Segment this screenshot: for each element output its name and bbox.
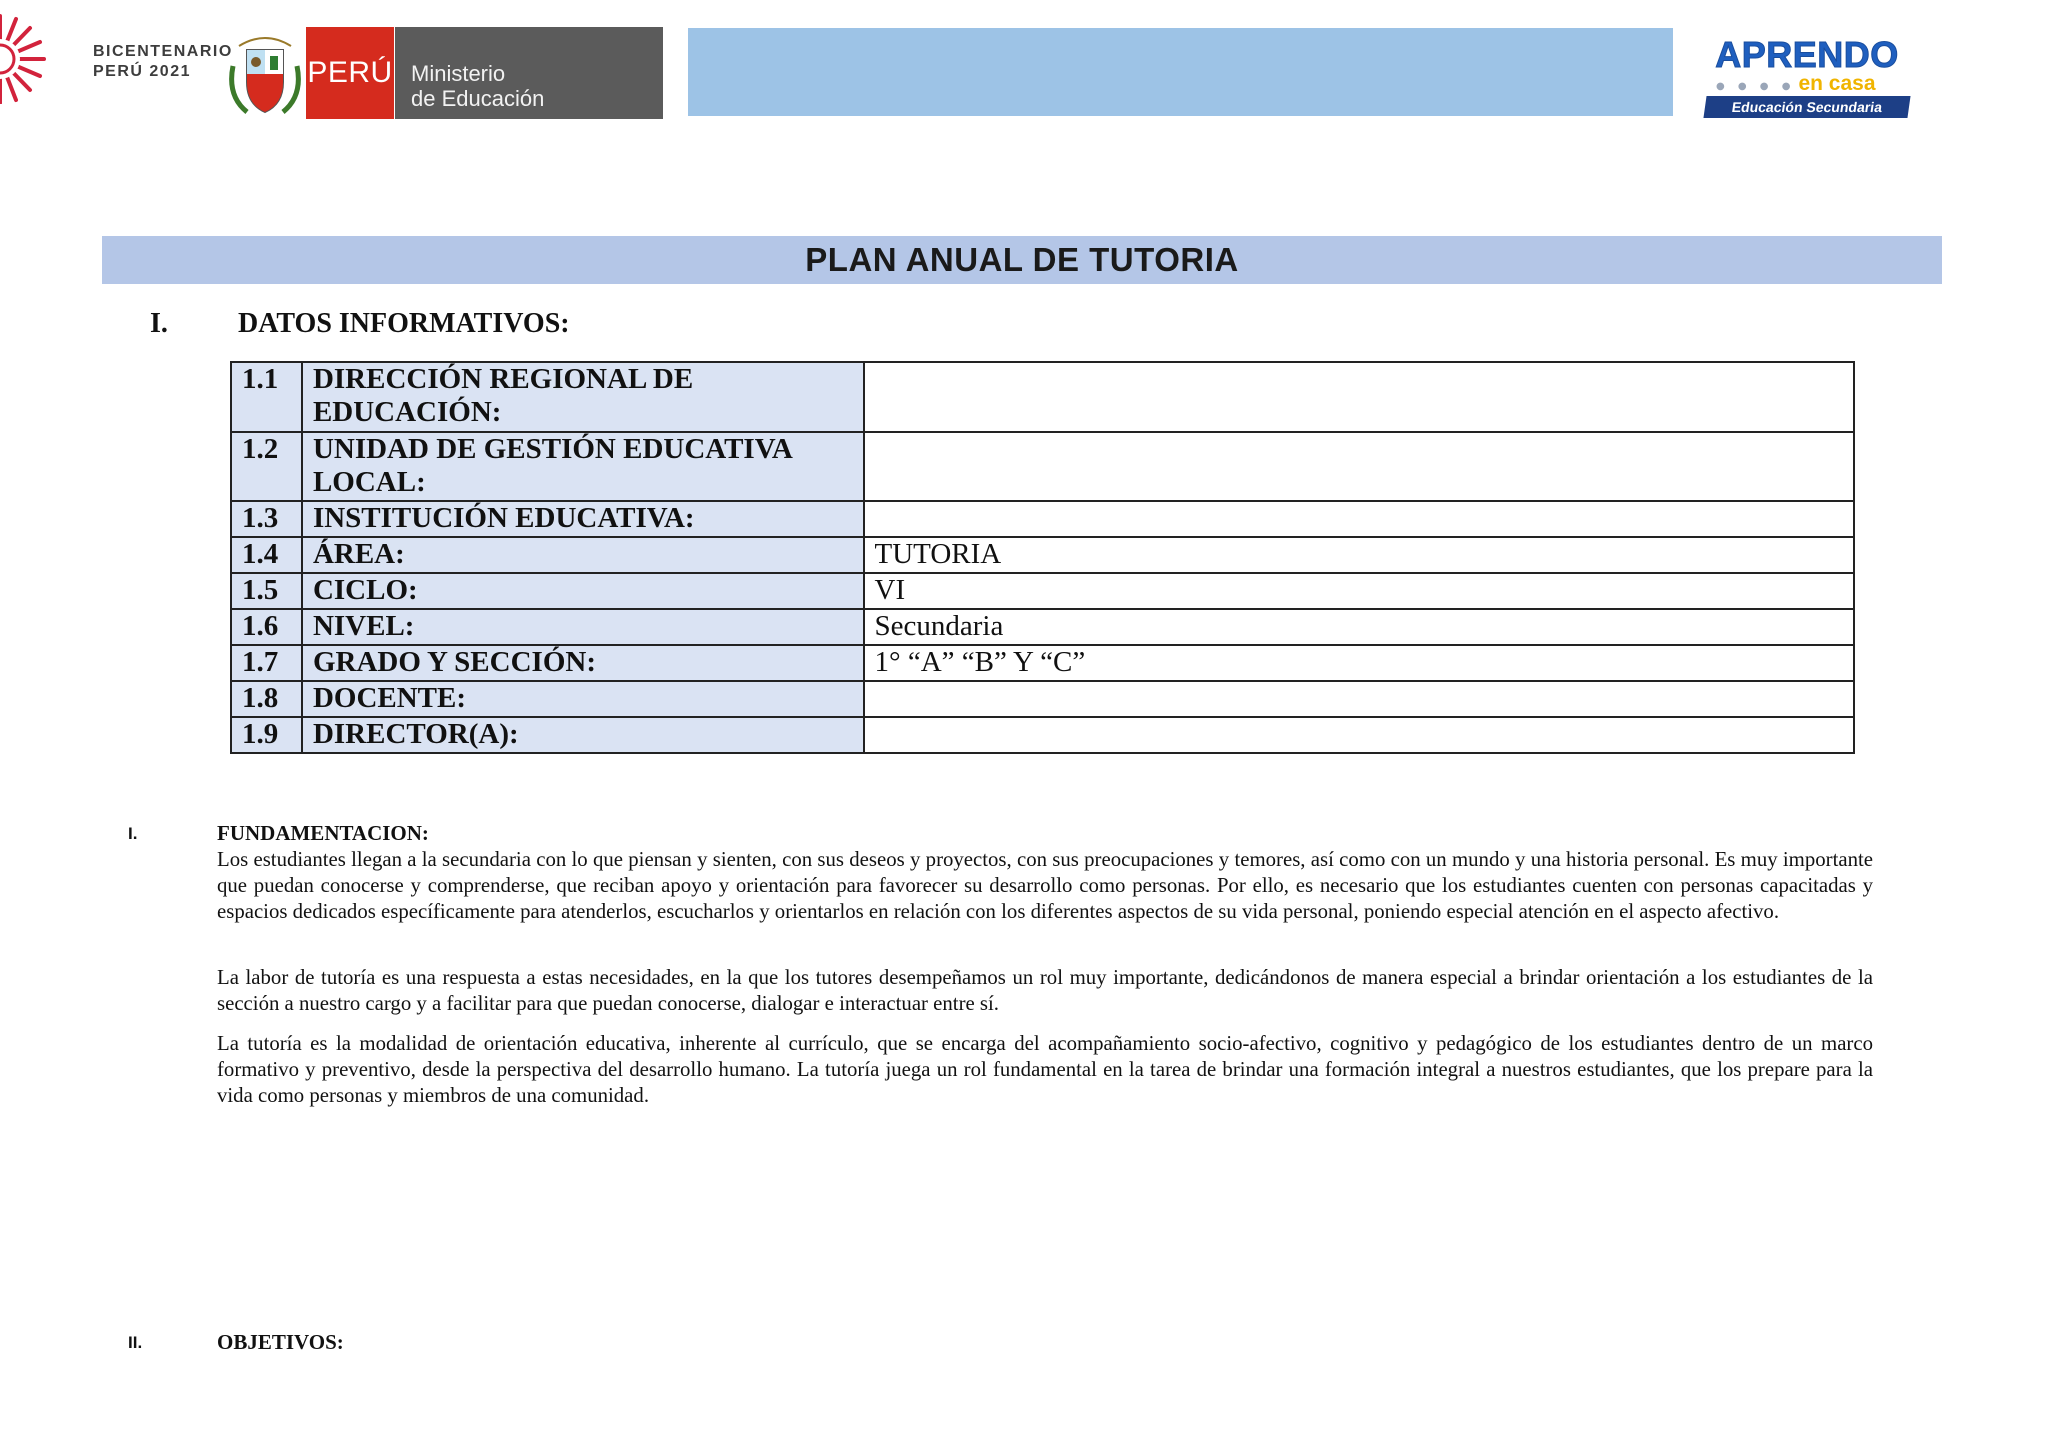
row-number: 1.2 <box>231 432 302 501</box>
paragraph: La tutoría es la modalidad de orientación educativa, inherente al currículo, que se encarga del acompañamiento socio-afectivo, cognitivo y pedagógico de los estudiantes dentro de un marco formativo y preventivo, desde la perspectiva del desarrollo humano. La tutoría juega un rol fundamental en la tarea de brindar una formación integral a nuestros estudiantes, que los prepare para la vida como personas y miembros de una comunidad. <box>217 1032 1873 1107</box>
aprendo-title: APRENDO <box>1715 34 1899 75</box>
table-row <box>231 362 1854 432</box>
dots-icon: ● ● ● ● <box>1716 81 1796 92</box>
row-label: UNIDAD DE GESTIÓN EDUCATIVA LOCAL: <box>302 432 864 501</box>
row-number: 1.9 <box>231 717 302 753</box>
row-label: ÁREA: <box>302 537 864 573</box>
row-value <box>864 362 1854 432</box>
section1-title: DATOS INFORMATIVOS: <box>238 308 570 339</box>
table-row <box>231 717 1854 753</box>
table-row <box>231 537 1854 573</box>
row-label: NIVEL: <box>302 609 864 645</box>
table-row <box>231 609 1854 645</box>
row-value: 1° “A” “B” Y “C” <box>864 645 1854 681</box>
row-label: INSTITUCIÓN EDUCATIVA: <box>302 501 864 537</box>
aprendo-en-casa-logo <box>1702 36 1912 118</box>
row-value <box>864 501 1854 537</box>
row-label: DIRECTOR(A): <box>302 717 864 753</box>
row-label: DOCENTE: <box>302 681 864 717</box>
table-row <box>231 432 1854 501</box>
section1-number: I. <box>150 308 168 339</box>
row-label: CICLO: <box>302 573 864 609</box>
row-value: VI <box>864 573 1854 609</box>
document-title: PLAN ANUAL DE TUTORIA <box>805 241 1239 278</box>
ministerio-line2: de Educación <box>411 86 545 111</box>
row-value <box>864 717 1854 753</box>
row-value: Secundaria <box>864 609 1854 645</box>
ministerio-line1: Ministerio <box>411 61 506 86</box>
bicentenario-text: BICENTENARIO <box>93 43 233 60</box>
national-shield-icon <box>225 26 305 120</box>
row-value <box>864 681 1854 717</box>
section3-number: II. <box>128 1333 143 1352</box>
row-number: 1.4 <box>231 537 302 573</box>
row-value <box>864 432 1854 501</box>
info-table <box>230 361 1855 754</box>
table-row <box>231 645 1854 681</box>
peru-2021-text: PERÚ 2021 <box>93 63 191 80</box>
sun-emblem-icon <box>0 14 70 104</box>
row-value: TUTORIA <box>864 537 1854 573</box>
table-row <box>231 501 1854 537</box>
section2-title: FUNDAMENTACION: <box>217 821 429 845</box>
bicentenario-logo <box>0 6 233 106</box>
header-banner <box>688 28 1673 116</box>
peru-label: PERÚ <box>306 27 394 119</box>
table-row <box>231 681 1854 717</box>
table-row <box>231 573 1854 609</box>
en-casa-text: en casa <box>1798 72 1876 95</box>
row-number: 1.6 <box>231 609 302 645</box>
section2-number: I. <box>128 824 138 843</box>
paragraph: Los estudiantes llegan a la secundaria con lo que piensan y sienten, con sus deseos y proyectos, con sus preocupaciones y temores, así como con un mundo y una historia personal. Es muy importante que puedan conocerse y comprenderse, que reciban apoyo y orientación para favorecer su desarrollo como personas. Por ello, es necesario que los estudiantes cuenten con personas capacitadas y espacios dedicados específicamente para atenderlos, escucharlos y orientarlos en relación con los diferentes aspectos de su vida personal, poniendo especial atención en el aspecto afectivo. <box>217 848 1873 923</box>
row-number: 1.3 <box>231 501 302 537</box>
section3-title: OBJETIVOS: <box>217 1330 344 1354</box>
row-number: 1.7 <box>231 645 302 681</box>
row-number: 1.8 <box>231 681 302 717</box>
educacion-secundaria-bar: Educación Secundaria <box>1703 96 1910 118</box>
document-title-bar <box>102 236 1942 284</box>
row-number: 1.1 <box>231 362 302 432</box>
row-label: DIRECCIÓN REGIONAL DE EDUCACIÓN: <box>302 362 864 432</box>
paragraph: La labor de tutoría es una respuesta a estas necesidades, en la que los tutores desempeñamos un rol muy importante, dedicándonos de manera especial a brindar orientación a los estudiantes de la sección a nuestro cargo y a facilitar para que puedan conocerse, dialogar e interactuar entre sí. <box>217 966 1873 1015</box>
row-label: GRADO Y SECCIÓN: <box>302 645 864 681</box>
ministerio-label <box>395 27 663 119</box>
row-number: 1.5 <box>231 573 302 609</box>
